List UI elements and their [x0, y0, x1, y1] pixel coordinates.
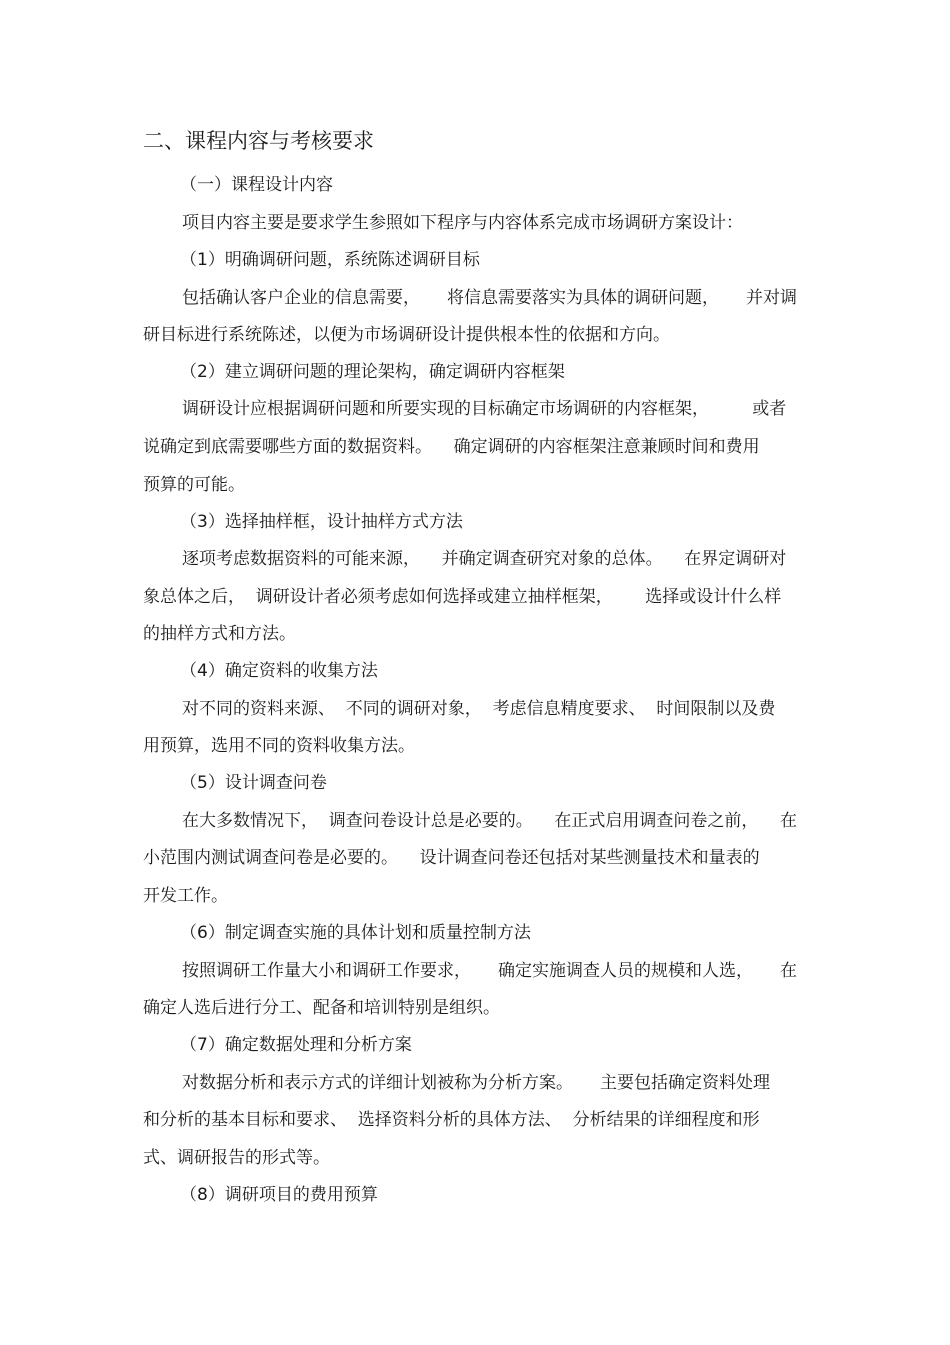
paragraph-line: 在大多数情况下， 调查问卷设计总是必要的。 在正式启用调查问卷之前， 在 [182, 811, 798, 831]
paragraph-line: 的抽样方式和方法。 [143, 624, 296, 644]
paragraph-line: 象总体之后， 调研设计者必须考虑如何选择或建立抽样框架， 选择或设计什么样 [143, 587, 782, 607]
item-title: （5）设计调查问卷 [180, 773, 327, 793]
subsection-heading: （一）课程设计内容 [180, 175, 333, 195]
intro-paragraph: 项目内容主要是要求学生参照如下程序与内容体系完成市场调研方案设计： [182, 213, 743, 233]
item-title: （4）确定资料的收集方法 [180, 661, 378, 681]
item-title: （3）选择抽样框，设计抽样方式方法 [180, 512, 463, 532]
paragraph-line: 和分析的基本目标和要求、 选择资料分析的具体方法、 分析结果的详细程度和形 [143, 1110, 760, 1130]
paragraph-line: 逐项考虑数据资料的可能来源， 并确定调查研究对象的总体。 在界定调研对 [182, 549, 787, 569]
paragraph-line: 式、调研报告的形式等。 [143, 1148, 330, 1168]
paragraph-line: 预算的可能。 [143, 475, 245, 495]
item-title: （2）建立调研问题的理论架构，确定调研内容框架 [180, 362, 565, 382]
paragraph-line: 研目标进行系统陈述，以便为市场调研设计提供根本性的依据和方向。 [143, 325, 670, 345]
item-title: （6）制定调查实施的具体计划和质量控制方法 [180, 923, 531, 943]
paragraph-line: 开发工作。 [143, 886, 228, 906]
item-title: （1）明确调研问题，系统陈述调研目标 [180, 250, 480, 270]
paragraph-line: 用预算，选用不同的资料收集方法。 [143, 736, 415, 756]
item-title: （7）确定数据处理和分析方案 [180, 1035, 412, 1055]
section-heading: 二、课程内容与考核要求 [143, 129, 374, 153]
item-title: （8）调研项目的费用预算 [180, 1185, 378, 1205]
paragraph-line: 调研设计应根据调研问题和所要实现的目标确定市场调研的内容框架， 或者 [182, 399, 787, 419]
paragraph-line: 确定人选后进行分工、配备和培训特别是组织。 [143, 998, 500, 1018]
paragraph-line: 对数据分析和表示方式的详细计划被称为分析方案。 主要包括确定资料处理 [182, 1073, 771, 1093]
paragraph-line: 包括确认客户企业的信息需要， 将信息需要落实为具体的调研问题， 并对调 [182, 288, 798, 308]
paragraph-line: 说确定到底需要哪些方面的数据资料。 确定调研的内容框架注意兼顾时间和费用 [143, 437, 760, 457]
paragraph-line: 对不同的资料来源、 不同的调研对象， 考虑信息精度要求、 时间限制以及费 [182, 699, 776, 719]
paragraph-line: 按照调研工作量大小和调研工作要求， 确定实施调查人员的规模和人选， 在 [182, 961, 798, 981]
paragraph-line: 小范围内测试调查问卷是必要的。 设计调查问卷还包括对某些测量技术和量表的 [143, 848, 760, 868]
